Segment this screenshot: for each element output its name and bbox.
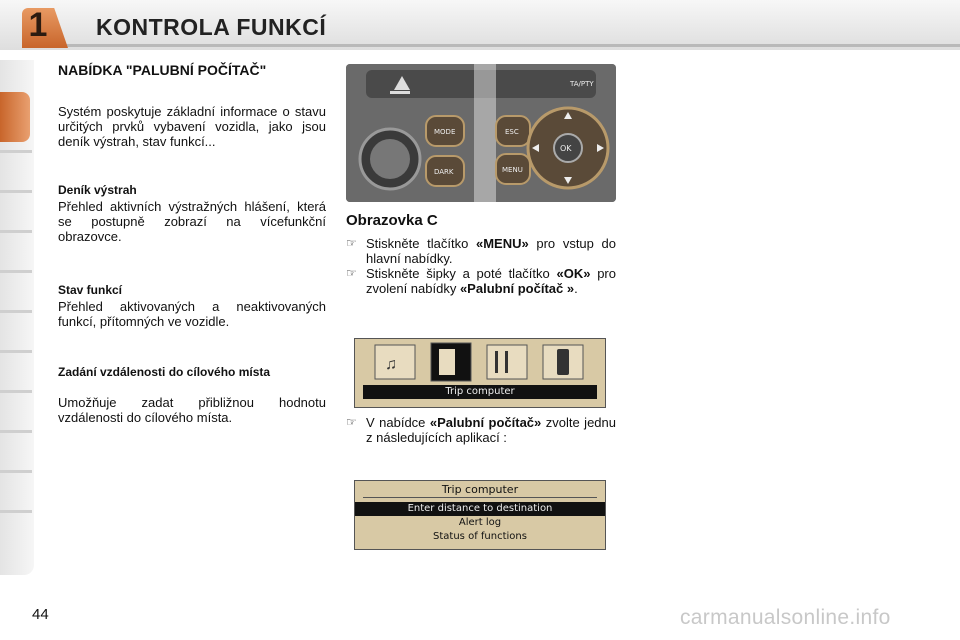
intro-paragraph: Systém poskytuje základní informace o stavu určitých prvků vybavení vozidla, jako jsou deník výstrah, stav funkcí... (58, 104, 326, 149)
light-reflection (474, 64, 496, 202)
side-tab-divider (0, 430, 32, 433)
step-ok-button-name: «OK» (556, 266, 591, 281)
side-tab-divider (0, 470, 32, 473)
step-menu (346, 236, 616, 266)
slider-icon (495, 351, 498, 373)
alert-log-heading: Deník výstrah (58, 183, 137, 197)
header-rule (60, 44, 960, 47)
step-arrows-text: Stiskněte šipky a poté tlačítko (366, 266, 557, 281)
chapter-title: KONTROLA FUNKCÍ (96, 14, 327, 40)
side-tab-divider (0, 310, 32, 313)
menu-item-status[interactable]: Status of functions (433, 531, 527, 542)
side-tab-divider (0, 150, 32, 153)
distance-text: Umožňuje zadat přibližnou hodnotu vzdálenosti do cílového místa. (58, 395, 326, 425)
side-tab-divider (0, 230, 32, 233)
pointing-hand-icon: ☞ (346, 236, 357, 250)
pointing-hand-icon: ☞ (346, 266, 357, 280)
eject-icon-base (390, 91, 410, 94)
music-note-icon: ♫ (385, 356, 397, 373)
step-choose-text: V nabídce (366, 415, 430, 430)
distance-heading: Zadání vzdálenosti do cílového místa (58, 365, 271, 379)
step-choose-app (346, 415, 616, 445)
menu-item-alert-log[interactable]: Alert log (458, 517, 502, 528)
side-tab-divider (0, 510, 32, 513)
section-title: NABÍDKA "PALUBNÍ POČÍTAČ" (58, 62, 267, 78)
side-tab-divider (0, 350, 32, 353)
page-number: 44 (32, 606, 49, 623)
fuel-pump-icon (439, 349, 455, 375)
pointing-hand-icon: ☞ (346, 415, 357, 429)
ta-pty-button[interactable]: TA/PTY (570, 80, 594, 88)
control-panel-illustration (346, 64, 616, 202)
status-heading: Stav funkcí (58, 283, 123, 297)
watermark: carmanualsonline.info (680, 606, 891, 629)
step-menu-text: Stiskněte tlačítko (366, 236, 476, 251)
alert-log-text: Přehled aktivních výstražných hlášení, která se postupně zobrazí na vícefunkční obrazovce. (58, 199, 326, 244)
step-arrows-ok (346, 266, 616, 296)
esc-button-label: ESC (505, 128, 519, 136)
chapter-number: 1 (28, 6, 48, 44)
control-panel-photo (346, 64, 616, 202)
step-choose-menu-name: «Palubní počítač» (429, 415, 542, 430)
side-tab-divider (0, 270, 32, 273)
trip-computer-title: Trip computer (363, 483, 597, 498)
step-menu-text-end: pro vstup do hlavní nabídky. (366, 236, 616, 266)
side-tab-divider (0, 390, 32, 393)
ok-button-label: OK (560, 144, 572, 153)
side-tab-divider (0, 190, 32, 193)
step-menu-button-name: «MENU» (475, 236, 529, 251)
status-text: Přehled aktivovaných a neaktivovaných funkcí, přítomných ve vozidle. (58, 299, 326, 329)
step-choose-text-end: zvolte jednu z následujících aplikací : (366, 415, 616, 445)
dark-button-label: DARK (434, 168, 454, 176)
step-menu-name: «Palubní počítač » (459, 281, 575, 296)
step-arrows-text-end: . (574, 281, 578, 296)
menu-item-distance[interactable]: Enter distance to destination (355, 502, 605, 516)
display-trip-computer-menu (354, 480, 606, 550)
menu-button-label: MENU (502, 166, 523, 174)
slider-icon (505, 351, 508, 373)
mode-button-label: MODE (434, 128, 456, 136)
display-main-menu (354, 338, 606, 408)
selected-menu-label: Trip computer (363, 385, 597, 399)
screen-c-title: Obrazovka C (346, 212, 438, 229)
side-tab-active (0, 92, 30, 142)
volume-knob-center (370, 139, 410, 179)
step-arrows-text-mid: pro zvolení nabídky (366, 266, 616, 296)
phone-icon (557, 349, 569, 375)
